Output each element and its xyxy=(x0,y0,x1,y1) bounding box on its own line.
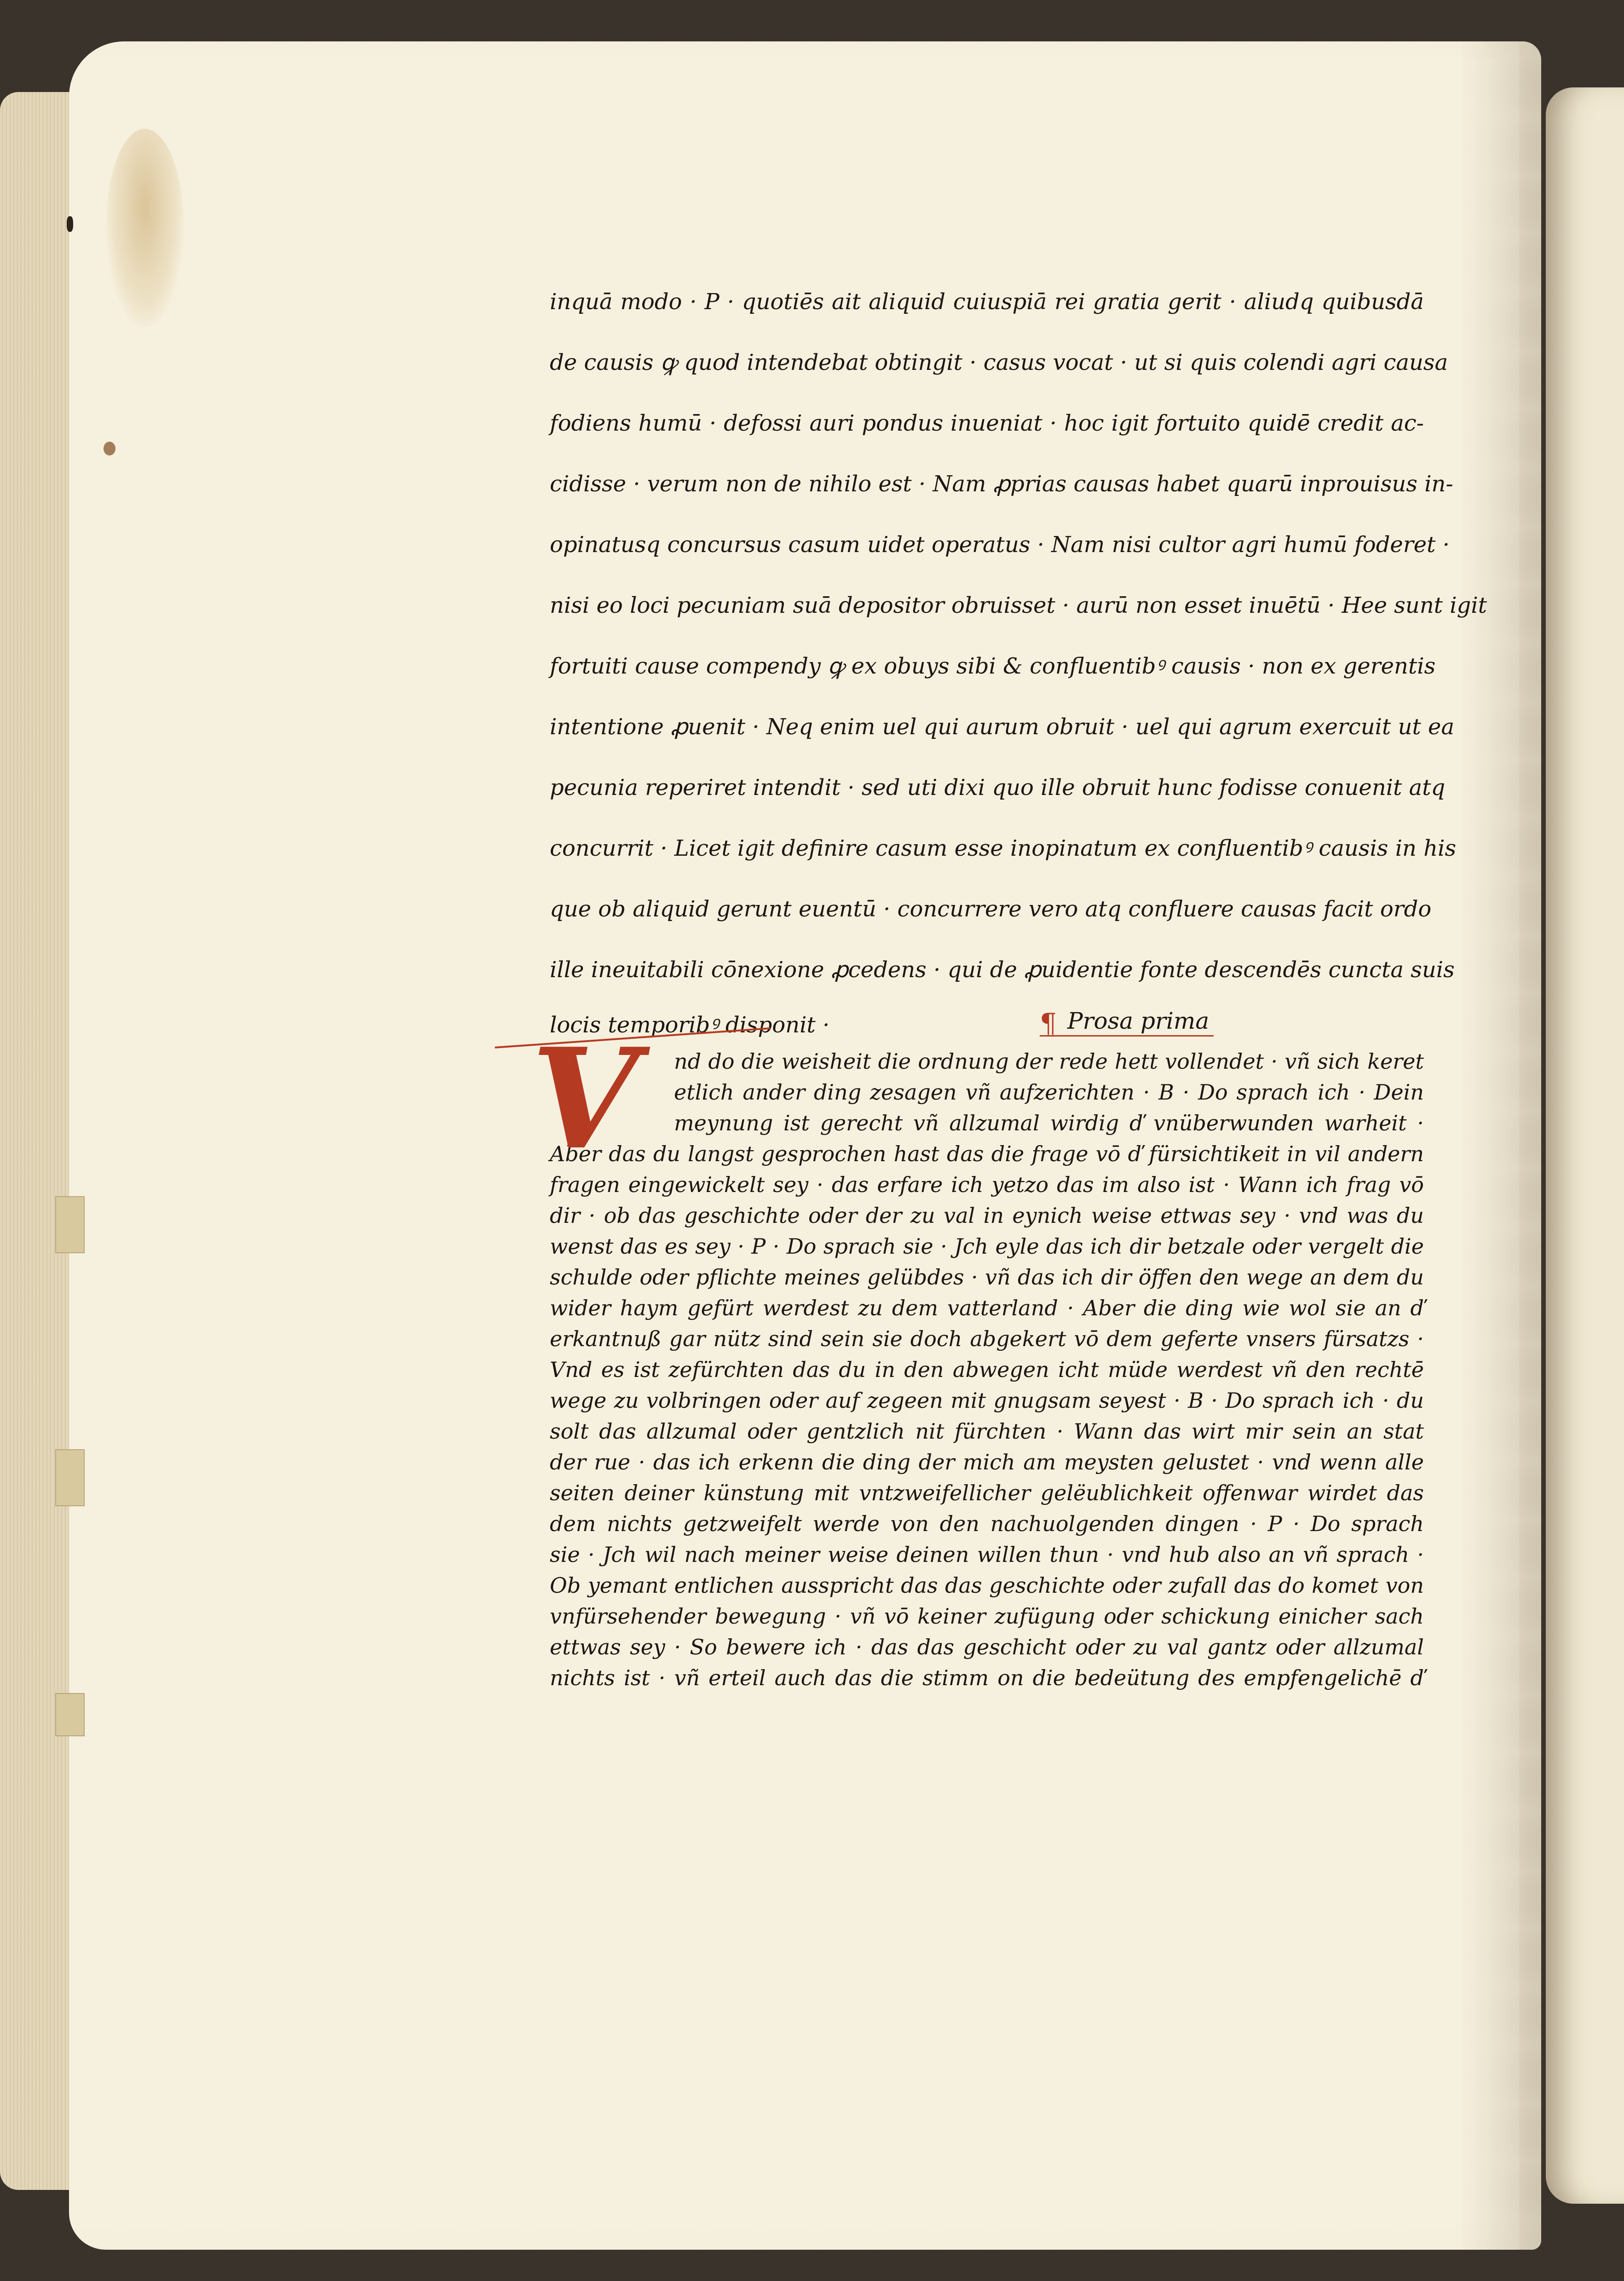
latin-line: intentione ꝓuenit · Neq enim uel qui aurum obruit · uel qui agrum exercuit ut ea xyxy=(550,714,1455,740)
right-page-edge xyxy=(1546,87,1624,2204)
section-heading-row xyxy=(550,1009,1424,1042)
page-tab xyxy=(55,1449,85,1506)
german-line: erkantnuß gar nütz sind sein sie doch abgekert vō dem geferte vnsers fürsatzs · xyxy=(550,1326,1424,1351)
water-stain xyxy=(106,129,184,327)
page-tab xyxy=(55,1196,85,1253)
german-line: Ob yemant entlichen ausspricht das das geschichte oder zufall das do komet von xyxy=(550,1573,1424,1598)
german-line: meynung ist gerecht vñ allzumal wirdig ď vnüberwunden warheit · xyxy=(674,1111,1424,1135)
german-line: dem nichts getzweifelt werde von den nachuolgenden dingen · P · Do sprach xyxy=(550,1511,1424,1536)
prosa-heading-label: Prosa prima xyxy=(1067,1008,1209,1034)
text-block xyxy=(531,289,1487,1693)
page-tab xyxy=(55,1693,85,1736)
german-line: nichts ist · vñ erteil auch das die stimm on die bedeütung des empfengelichē ď xyxy=(550,1665,1424,1690)
latin-line: nisi eo loci pecuniam suā depositor obruisset · aurū non esset inuētū · Hee sunt igit xyxy=(550,593,1487,618)
margin-mark xyxy=(67,216,73,232)
german-line: seiten deiner künstung mit vntzweifellicher gelëublichkeit offenwar wirdet das xyxy=(550,1480,1424,1505)
german-line: sie · Jch wil nach meiner weise deinen willen thun · vnd hub also an vñ sprach · xyxy=(550,1542,1424,1567)
latin-line: concurrit · Licet igit definire casum esse inopinatum ex confluentibꝰ causis in his xyxy=(550,835,1457,861)
latin-line: que ob aliquid gerunt euentū · concurrere vero atq confluere causas facit ordo xyxy=(550,896,1432,922)
decorated-initial: V xyxy=(531,1018,639,1180)
german-line: vnfürsehender bewegung · vñ vō keiner zufügung oder schickung einicher sach xyxy=(550,1604,1424,1629)
german-line: etlich ander ding zesagen vñ aufzerichten · B · Do sprach ich · Dein xyxy=(674,1080,1424,1105)
german-line: fragen eingewickelt sey · das erfare ich yetzo das im also ist · Wann ich frag vō xyxy=(550,1172,1424,1197)
latin-line: ille ineuitabili cōnexione ꝓcedens · qui de ꝓuidentie fonte descendēs cuncta suis xyxy=(550,957,1455,983)
latin-line: fodiens humū · defossi auri pondus inueniat · hoc igit fortuito quidē credit ac- xyxy=(550,410,1424,436)
german-line: ettwas sey · So bewere ich · das das geschicht oder zu val gantz oder allzumal xyxy=(550,1635,1424,1659)
paragraph-mark-icon: ¶ xyxy=(1040,1008,1057,1039)
german-line: schulde oder pflichte meines gelübdes · vñ das ich dir öffen den wege an dem du xyxy=(550,1265,1424,1290)
german-line: Aber das du langst gesprochen hast das die frage vō ď fürsichtikeit in vil andern xyxy=(550,1141,1424,1166)
latin-line: fortuiti cause compendy ꝙ ex obuys sibi & confluentibꝰ causis · non ex gerentis xyxy=(550,653,1436,679)
german-line: wege zu volbringen oder auf zegeen mit gnugsam seyest · B · Do sprach ich · du xyxy=(550,1388,1424,1413)
german-line: Vnd es ist zefürchten das du in den abwegen icht müde werdest vñ den rechtē xyxy=(550,1357,1424,1382)
latin-line: pecunia reperiret intendit · sed uti dixi quo ille obruit hunc fodisse conuenit atq xyxy=(550,775,1445,801)
german-line: der rue · das ich erkenn die ding der mich am meysten gelustet · vnd wenn alle xyxy=(550,1450,1424,1475)
german-line: wenst das es sey · P · Do sprach sie · Jch eyle das ich dir betzale oder vergelt die xyxy=(550,1234,1424,1259)
german-line: nd do die weisheit die ordnung der rede hett vollendet · vñ sich keret xyxy=(674,1049,1424,1074)
latin-line: opinatusq concursus casum uidet operatus · Nam nisi cultor agri humū foderet · xyxy=(550,532,1450,558)
stain-spot xyxy=(104,442,115,455)
latin-line: inquā modo · P · quotiēs ait aliquid cuiuspiā rei gratia gerit · aliudq quibusdā xyxy=(550,289,1424,315)
prosa-heading xyxy=(1040,1008,1214,1037)
latin-line: cidisse · verum non de nihilo est · Nam ꝓprias causas habet quarū inprouisus in- xyxy=(550,471,1453,497)
latin-text xyxy=(550,289,1487,1019)
latin-line: locis temporibꝰ disponit · xyxy=(550,1012,830,1038)
german-line: solt das allzumal oder gentzlich nit fürchten · Wann das wirt mir sein an stat xyxy=(550,1419,1424,1444)
latin-line: de causis ꝙ quod intendebat obtingit · casus vocat · ut si quis colendi agri causa xyxy=(550,350,1448,375)
german-line: wider haym gefürt werdest zu dem vatterland · Aber die ding wie wol sie an ď xyxy=(550,1296,1424,1320)
german-line: dir · ob das geschichte oder der zu val in eynich weise ettwas sey · vnd was du xyxy=(550,1203,1424,1228)
